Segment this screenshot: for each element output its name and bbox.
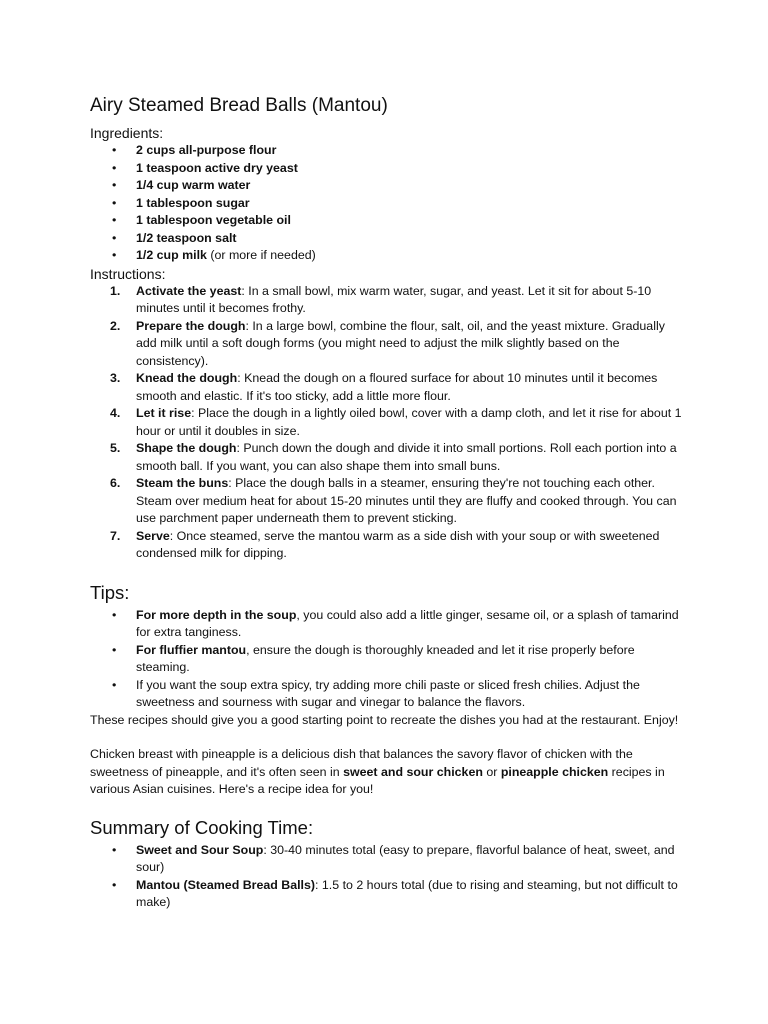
ingredient-item-bold: 1/4 cup warm water <box>136 178 251 192</box>
instruction-step-text: : Place the dough in a lightly oiled bowl, cover with a damp cloth, and let it rise for about 1 hour or until it doubles in size. <box>136 406 682 438</box>
instruction-step <box>90 370 688 405</box>
step-number: 6. <box>110 476 121 490</box>
summary-item <box>90 877 688 912</box>
step-number: 7. <box>110 528 121 543</box>
tip-item <box>90 607 688 642</box>
summary-item <box>90 842 688 877</box>
step-number: 5. <box>110 441 121 455</box>
tip-item-text: , ensure the dough is thoroughly kneaded and let it rise properly before steaming. <box>136 642 635 674</box>
tips-heading: Tips: <box>90 581 130 603</box>
step-number: 2. <box>110 318 121 333</box>
tip-item-text: If you want the soup extra spicy, try adding more chili paste or sliced fresh chilies. Adjust the sweetness and sourness with sugar and vinegar to balance the flavors. <box>136 677 640 709</box>
instructions-list <box>90 283 688 563</box>
chicken-text-3: recipes in various Asian cuisines. Here's a recipe idea for you! <box>90 764 665 796</box>
ingredient-item <box>90 142 688 160</box>
summary-item-text: : 30-40 minutes total (easy to prepare, flavorful balance of heat, sweet, and sour) <box>136 842 675 874</box>
summary-heading: Summary of Cooking Time: <box>90 816 314 838</box>
tip-item-bold: For more depth in the soup <box>136 607 297 622</box>
instruction-step-text: : Punch down the dough and divide it into small portions. Roll each portion into a smooth ball. If you want, you can also shape them into small buns. <box>136 441 677 473</box>
ingredients-heading: Ingredients: <box>90 125 164 141</box>
instruction-step-bold: Shape the dough <box>136 441 237 455</box>
ingredient-item-text: (or more if needed) <box>206 248 316 262</box>
ingredient-item <box>90 247 688 265</box>
chicken-paragraph <box>90 746 688 799</box>
instruction-step-bold: Knead the dough <box>136 371 238 385</box>
instructions-heading: Instructions: <box>90 265 166 282</box>
ingredient-item <box>90 195 688 213</box>
tip-item-text: , you could also add a little ginger, sesame oil, or a splash of tamarind for extra tanginess. <box>136 607 679 639</box>
chicken-bold-2: pineapple chicken <box>500 764 609 779</box>
ingredient-item-bold: 1 teaspoon active dry yeast <box>136 160 298 175</box>
tip-item <box>90 642 688 677</box>
instruction-step-text: : Once steamed, serve the mantou warm as a side dish with your soup or with sweetened condensed milk for dipping. <box>136 528 660 560</box>
chicken-text-2: or <box>482 764 501 779</box>
ingredient-item-bold: 1/2 teaspoon salt <box>136 230 237 245</box>
instruction-step-text: : Place the dough balls in a steamer, ensuring they're not touching each other. Steam over medium heat for about 15-20 minutes until they are fluffy and cooked through. You can use parchment paper underneath them to prevent sticking. <box>136 476 677 525</box>
ingredient-item-bold: 1 tablespoon sugar <box>136 195 250 210</box>
tips-list <box>90 607 688 712</box>
ingredient-item <box>90 160 688 178</box>
instruction-step-bold: Let it rise <box>136 406 192 420</box>
summary-item-text: : 1.5 to 2 hours total (due to rising and steaming, but not difficult to make) <box>136 877 678 909</box>
summary-item-bold: Sweet and Sour Soup <box>136 842 264 857</box>
instruction-step <box>90 318 688 371</box>
instruction-step-bold: Activate the yeast <box>136 283 242 298</box>
step-number: 3. <box>110 371 121 385</box>
ingredient-item <box>90 177 688 195</box>
instruction-step-text: : In a small bowl, mix warm water, sugar, and yeast. Let it sit for about 5-10 minutes until it becomes frothy. <box>136 283 652 315</box>
ingredient-item-bold: 2 cups all-purpose flour <box>136 143 277 157</box>
spacer <box>90 729 688 746</box>
ingredient-item-bold: 1/2 cup milk <box>136 248 207 262</box>
chicken-text-1: Chicken breast with pineapple is a delicious dish that balances the savory flavor of chicken with the sweetness of pineapple, and it's often seen in <box>90 747 633 779</box>
tip-item-bold: For fluffier mantou <box>136 642 247 657</box>
ingredient-item <box>90 230 688 248</box>
ingredient-item <box>90 212 688 230</box>
instruction-step <box>90 440 688 475</box>
instruction-step <box>90 405 688 440</box>
spacer <box>90 799 688 816</box>
ingredients-list <box>90 142 688 265</box>
step-number: 4. <box>110 406 121 420</box>
summary-list <box>90 842 688 912</box>
closing-paragraph: These recipes should give you a good starting point to recreate the dishes you had at the restaurant. Enjoy! <box>90 712 679 727</box>
chicken-bold-1: sweet and sour chicken <box>343 764 483 779</box>
tip-item <box>90 677 688 712</box>
ingredient-item-bold: 1 tablespoon vegetable oil <box>136 213 291 227</box>
spacer <box>90 563 688 581</box>
step-number: 1. <box>110 283 121 298</box>
recipe-title: Airy Steamed Bread Balls (Mantou) <box>90 95 388 116</box>
instruction-step-bold: Serve <box>136 528 170 543</box>
instruction-step-bold: Prepare the dough <box>136 318 246 333</box>
instruction-step <box>90 283 688 318</box>
instruction-step-bold: Steam the buns <box>136 476 229 490</box>
instruction-step <box>90 475 688 528</box>
instruction-step-text: : Knead the dough on a floured surface for about 10 minutes until it becomes smooth and elastic. If it's too sticky, add a little more flour. <box>136 371 658 403</box>
instruction-step-text: : In a large bowl, combine the flour, salt, oil, and the yeast mixture. Gradually add milk until a soft dough forms (you might need to adjust the milk slightly based on the consistency). <box>136 318 665 368</box>
summary-item-bold: Mantou (Steamed Bread Balls) <box>136 877 316 892</box>
instruction-step <box>90 528 688 563</box>
